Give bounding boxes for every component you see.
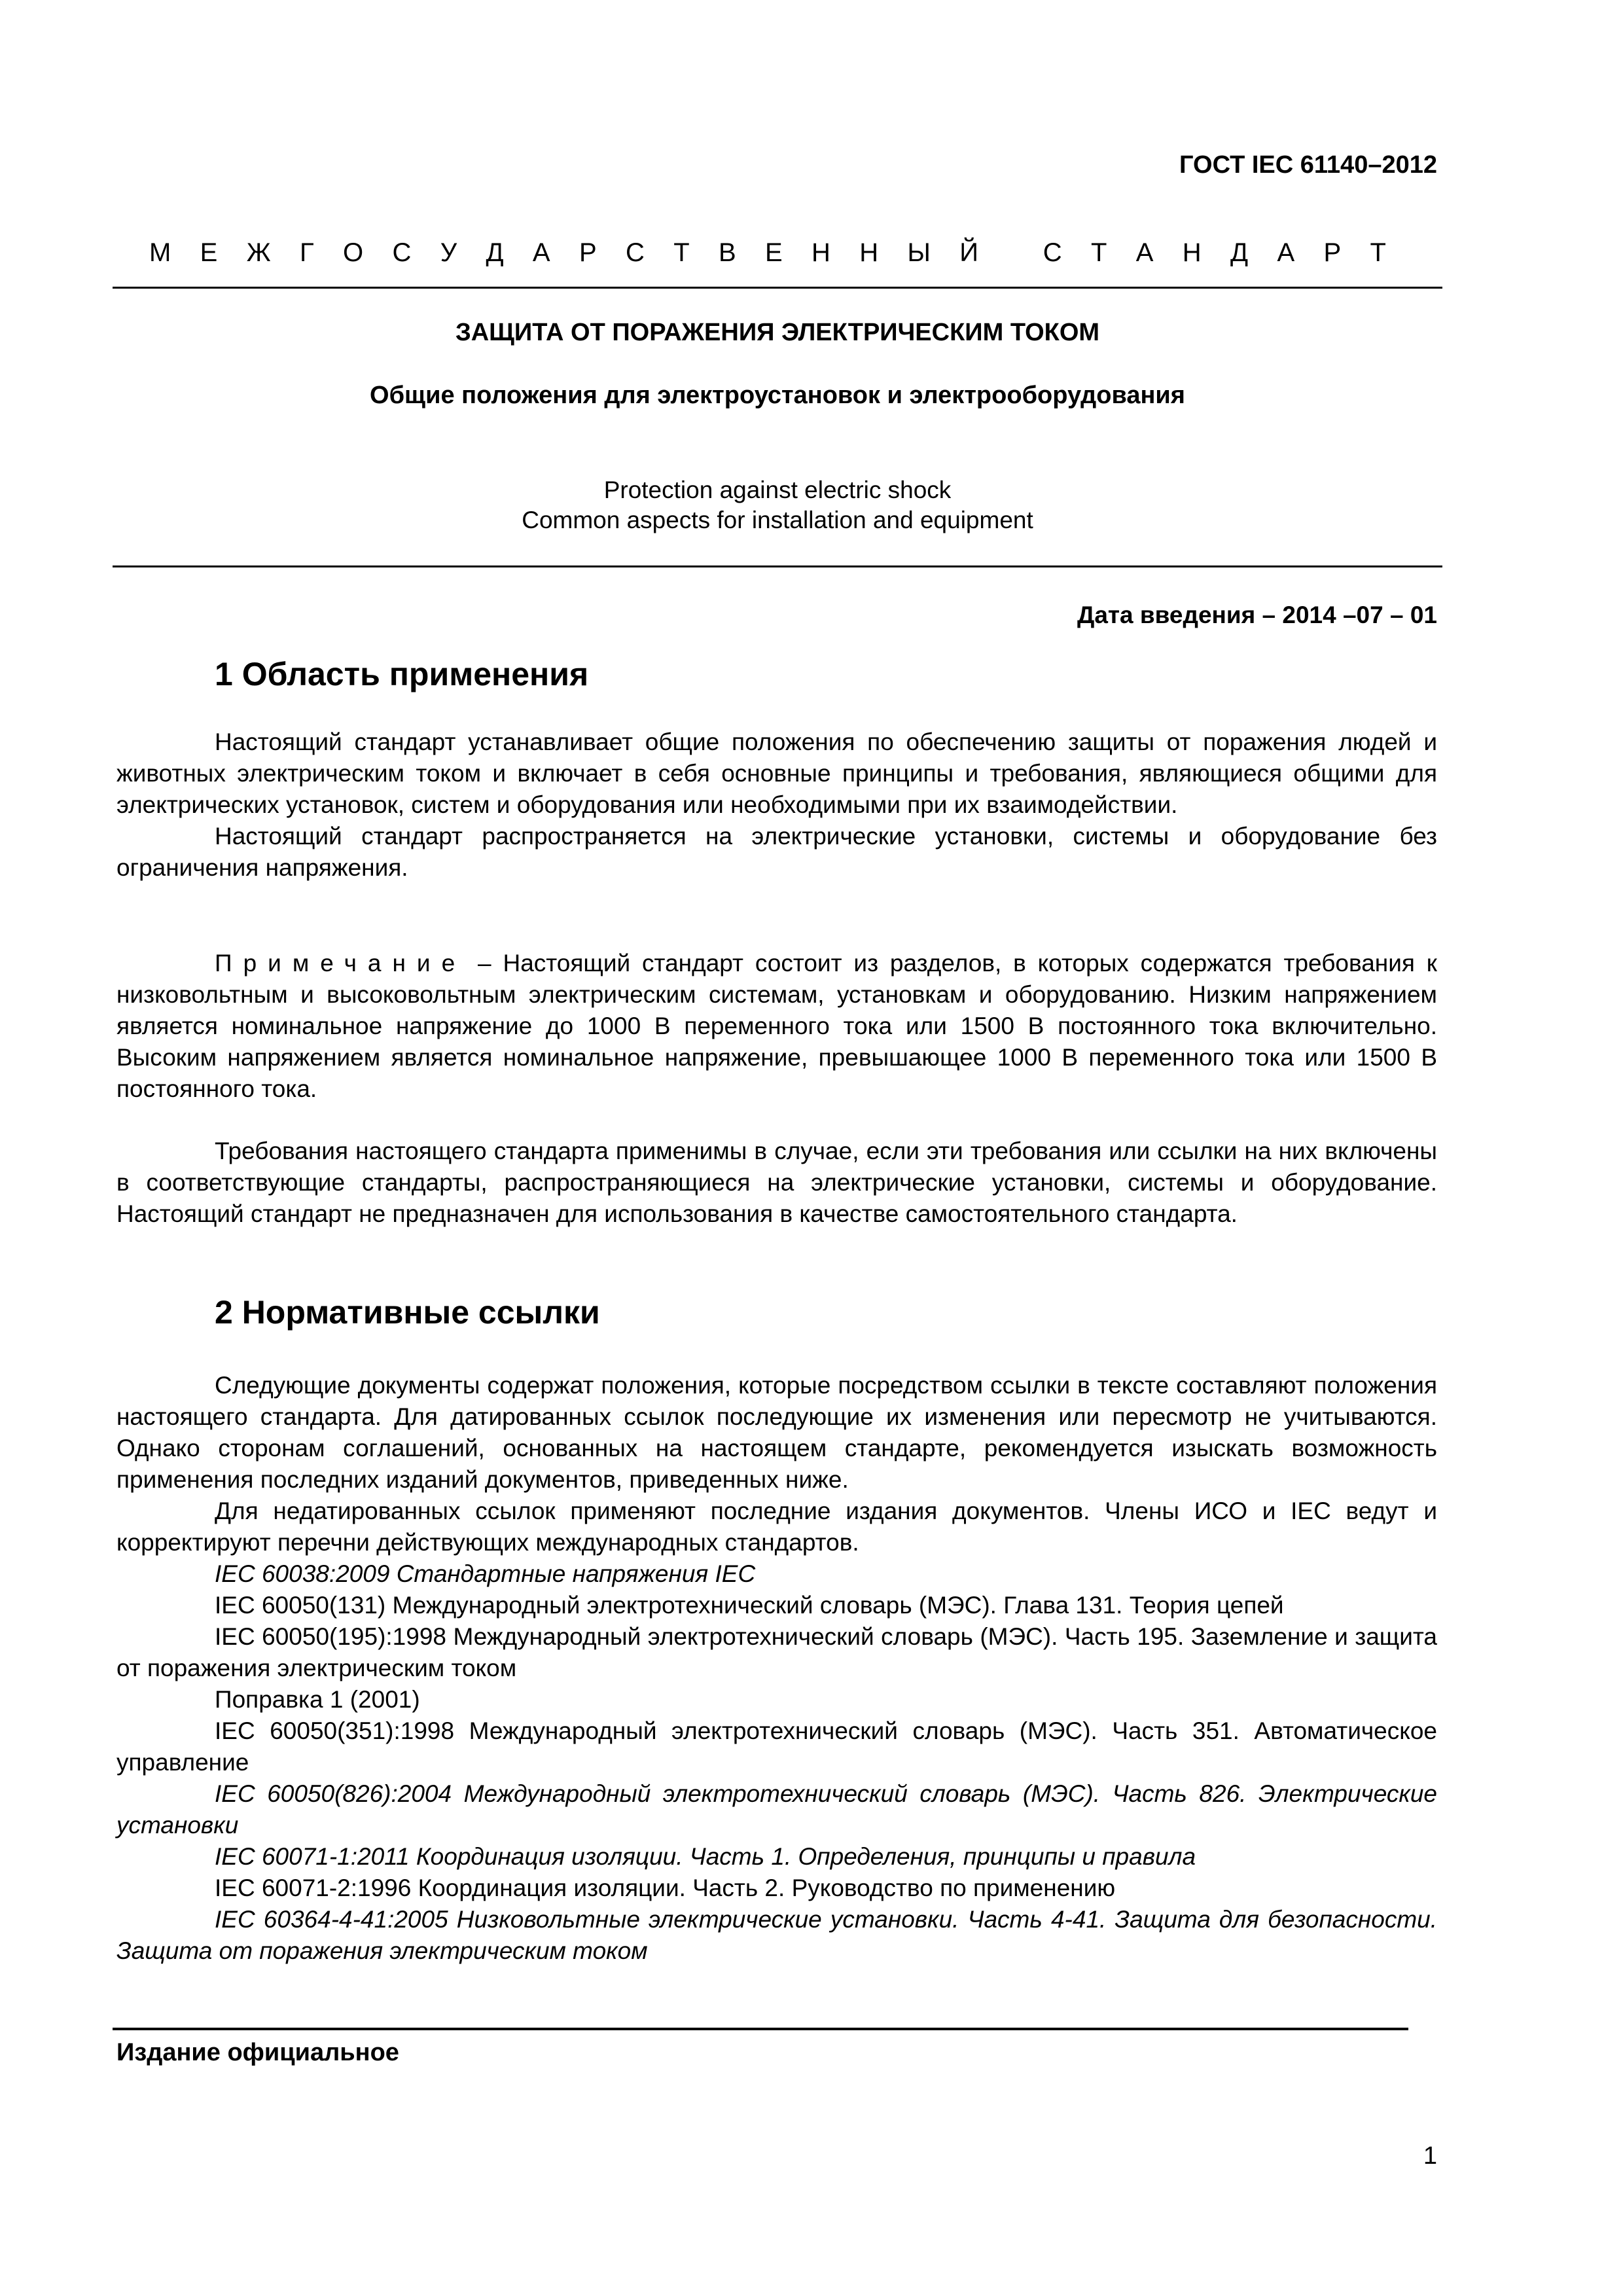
banner-letter: С (625, 238, 645, 267)
banner-letter: Т (673, 238, 690, 267)
banner-letter: Р (1323, 238, 1342, 267)
introduction-date: Дата введения – 2014 –07 – 01 (1077, 601, 1437, 628)
interstate-standard-banner (149, 237, 1386, 268)
banner-letter: Т (1370, 238, 1386, 267)
scope-paragraph-3 (116, 1136, 1437, 1230)
english-title (113, 475, 1442, 535)
reference-item: IEC 60050(131) Международный электротехнический словарь (МЭС). Глава 131. Теория цепей (215, 1592, 1284, 1619)
reference-item: Поправка 1 (2001) (215, 1686, 420, 1713)
paragraph: Для недатированных ссылок применяют последние издания документов. Члены ИСО и IEC ведут и корректируют перечни действующих международных стандартов. (116, 1498, 1437, 1556)
banner-letter: Н (812, 238, 830, 267)
banner-letter: Р (579, 238, 597, 267)
reference-item: IEC 60050(826):2004 Международный электротехнический словарь (МЭС). Часть 826. Электрические установки (116, 1780, 1437, 1839)
banner-letter: Е (200, 238, 218, 267)
note-text: – Настоящий стандарт состоит из разделов, в которых содержатся требования к низковольтным и высоковольтным электрическим системам, установкам и оборудованию. Низким напряжением является номинальное напряжение до 1000 В переменного тока или 1500 В постоянного тока включительно. Высоким напряжением является номинальное напряжение, превышающее 1000 В переменного тока или 1500 В постоянного тока. (116, 950, 1437, 1102)
note-block (116, 948, 1437, 1105)
banner-letter: А (1135, 238, 1154, 267)
paragraph: Настоящий стандарт устанавливает общие положения по обеспечению защиты от поражения людей и животных электрическим током и включает в себя основные принципы и требования, являющиеся общими для электрических установок, систем и оборудования или необходимыми при их взаимодействии. (116, 728, 1437, 818)
banner-letter: Д (486, 238, 504, 267)
header-rule (113, 287, 1442, 289)
banner-letter: Ж (246, 238, 271, 267)
footer-rule (113, 2028, 1408, 2030)
banner-letter: В (718, 238, 736, 267)
banner-gap (1007, 237, 1014, 268)
banner-letter: Н (1182, 238, 1202, 267)
references-block (116, 1370, 1437, 1967)
english-title-line: Protection against electric shock (603, 476, 952, 503)
banner-letter: М (149, 238, 171, 267)
paragraph: Настоящий стандарт распространяется на электрические установки, системы и оборудование без ограничения напряжения. (116, 823, 1437, 881)
note-paragraph (116, 948, 1437, 1105)
banner-letter: Н (859, 238, 879, 267)
paragraph: Требования настоящего стандарта применимы в случае, если эти требования или ссылки на них включены в соответствующие стандарты, распространяющиеся на электрические установки, системы и оборудование. Настоящий стандарт не предназначен для использования в качестве самостоятельного стандарта. (116, 1138, 1437, 1227)
section-heading-references: 2 Нормативные ссылки (215, 1294, 600, 1331)
banner-letter: А (532, 238, 550, 267)
document-subtitle: Общие положения для электроустановок и электрооборудования (370, 382, 1185, 409)
banner-letter: Т (1090, 238, 1107, 267)
edition-label: Издание официальное (116, 2039, 399, 2066)
banner-letter: Г (299, 238, 314, 267)
scope-paragraphs (116, 726, 1437, 884)
page-number: 1 (1423, 2142, 1437, 2170)
banner-letter: А (1277, 238, 1295, 267)
banner-letter: У (440, 238, 457, 267)
banner-letter: С (392, 238, 412, 267)
banner-letter: Й (959, 238, 979, 267)
banner-letter: С (1043, 238, 1062, 267)
reference-item: IEC 60050(195):1998 Международный электротехнический словарь (МЭС). Часть 195. Заземление и защита от поражения электрическим током (116, 1623, 1437, 1681)
reference-item: IEC 60071-1:2011 Координация изоляции. Часть 1. Определения, принципы и правила (215, 1843, 1196, 1870)
reference-item: IEC 60050(351):1998 Международный электротехнический словарь (МЭС). Часть 351. Автоматическое управление (116, 1717, 1437, 1776)
banner-letter: О (343, 238, 364, 267)
banner-letter: Д (1230, 238, 1249, 267)
section-heading-scope: 1 Область применения (215, 656, 589, 692)
standard-number: ГОСТ IEC 61140–2012 (1179, 151, 1437, 179)
english-title-line: Common aspects for installation and equipment (522, 507, 1033, 533)
title-rule (113, 565, 1442, 567)
document-title: ЗАЩИТА ОТ ПОРАЖЕНИЯ ЭЛЕКТРИЧЕСКИМ ТОКОМ (455, 319, 1100, 346)
reference-item: IEC 60071-2:1996 Координация изоляции. Часть 2. Руководство по применению (215, 1874, 1116, 1901)
banner-letter: Е (765, 238, 783, 267)
reference-item: IEC 60364-4-41:2005 Низковольтные электрические установки. Часть 4-41. Защита для безопасности. Защита от поражения электрическим током (116, 1906, 1437, 1964)
reference-item: IEC 60038:2009 Стандартные напряжения IEC (215, 1560, 756, 1587)
paragraph: Следующие документы содержат положения, которые посредством ссылки в тексте составляют положения настоящего стандарта. Для датированных ссылок последующие их изменения или пересмотр не учитываются. Однако сторонам соглашений, основанных на настоящем стандарте, рекомендуется изыскать возможность применения последних изданий документов, приведенных ниже. (116, 1372, 1437, 1493)
note-label: Примечание (215, 950, 467, 977)
banner-letter: Ы (907, 238, 931, 267)
